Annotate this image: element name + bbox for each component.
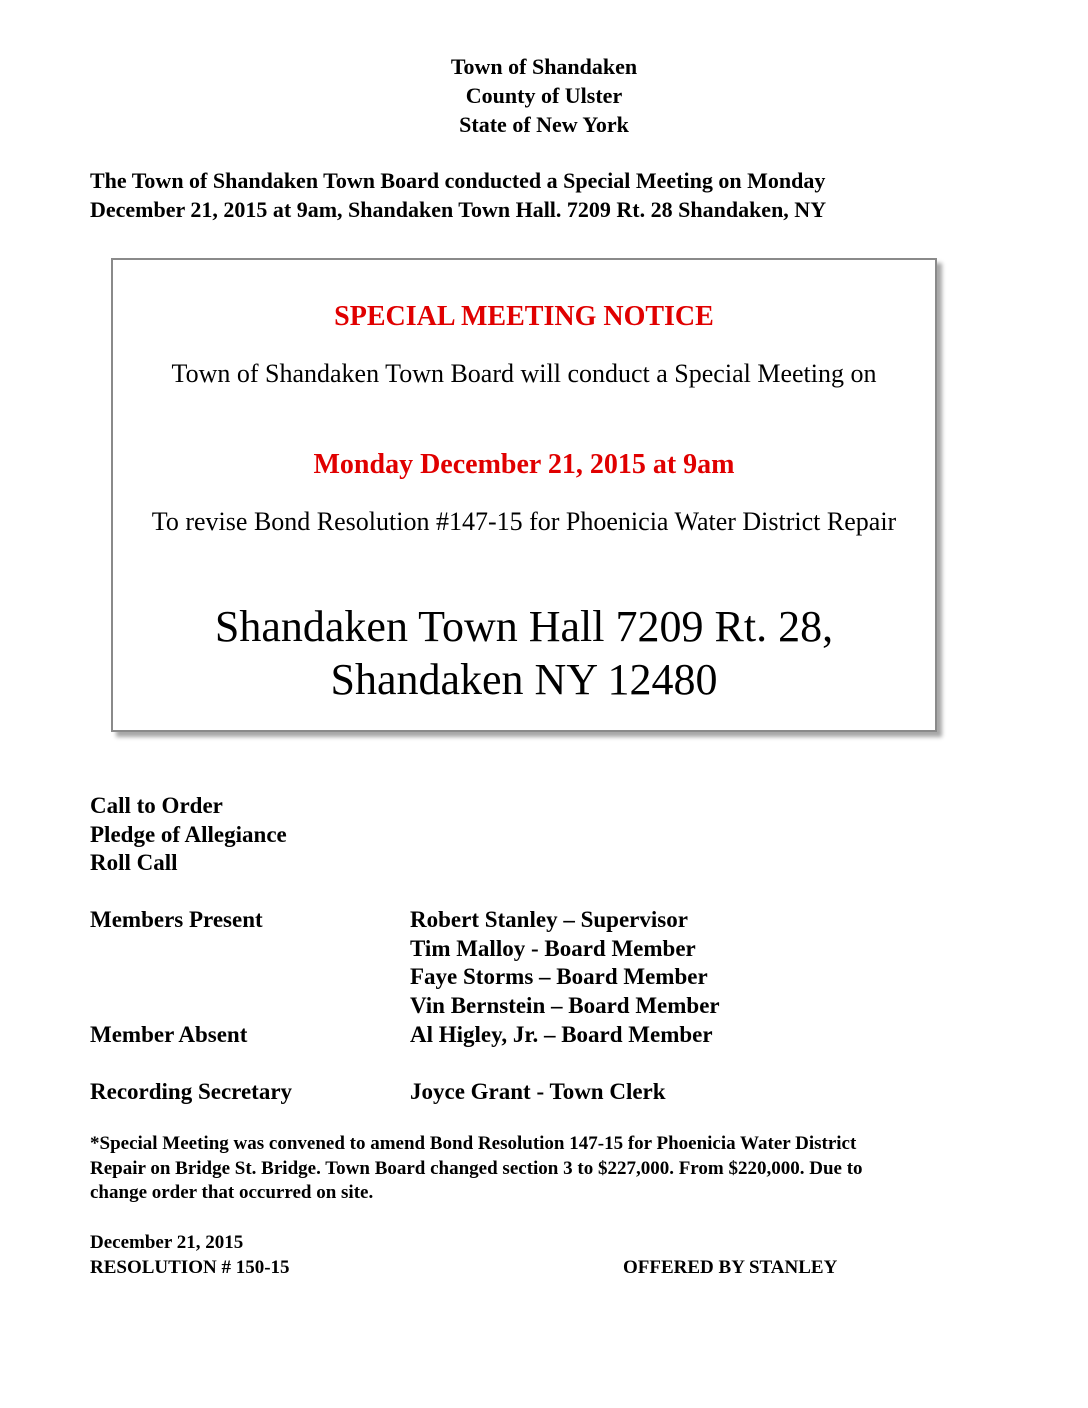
document-header	[0, 52, 1088, 139]
member-present-4: Vin Bernstein – Board Member	[410, 993, 720, 1018]
notice-address	[113, 600, 935, 706]
resolution-number: RESOLUTION # 150-15	[90, 1257, 290, 1278]
intro-line-2: December 21, 2015 at 9am, Shandaken Town Hall. 7209 Rt. 28 Shandaken, NY	[90, 197, 827, 222]
note-line-2: Repair on Bridge St. Bridge. Town Board changed section 3 to $227,000. From $220,000. Due to	[90, 1157, 863, 1179]
recording-secretary-label: Recording Secretary	[90, 1079, 293, 1104]
member-absent: Al Higley, Jr. – Board Member	[410, 1022, 713, 1047]
intro-line-1: The Town of Shandaken Town Board conducted a Special Meeting on Monday	[90, 168, 826, 193]
member-present-1: Robert Stanley – Supervisor	[410, 907, 688, 932]
notice-purpose: To revise Bond Resolution #147-15 for Phoenicia Water District Repair	[151, 507, 897, 536]
meeting-note	[90, 1132, 990, 1206]
agenda-list	[90, 792, 287, 878]
note-line-3: change order that occurred on site.	[90, 1182, 374, 1203]
recording-secretary: Joyce Grant - Town Clerk	[410, 1079, 666, 1104]
intro-paragraph	[90, 166, 1010, 224]
member-present-2: Tim Malloy - Board Member	[410, 936, 696, 961]
notice-description: Town of Shandaken Town Board will conduct a Special Meeting on	[171, 359, 877, 388]
agenda-roll-call: Roll Call	[90, 850, 178, 875]
agenda-call-to-order: Call to Order	[90, 793, 223, 818]
notice-address-line-2: Shandaken NY 12480	[330, 655, 718, 704]
notice-date: Monday December 21, 2015 at 9am	[313, 449, 735, 480]
notice-address-line-1: Shandaken Town Hall 7209 Rt. 28,	[214, 602, 834, 651]
agenda-pledge: Pledge of Allegiance	[90, 821, 287, 847]
header-town: Town of Shandaken	[450, 54, 638, 79]
notice-title: SPECIAL MEETING NOTICE	[334, 301, 714, 332]
members-present-label: Members Present	[90, 907, 263, 932]
resolution-offered-by: OFFERED BY STANLEY	[623, 1257, 838, 1278]
member-absent-label: Member Absent	[90, 1022, 248, 1047]
member-present-3: Faye Storms – Board Member	[410, 964, 708, 989]
header-state: State of New York	[459, 112, 629, 137]
resolution-date: December 21, 2015	[90, 1232, 244, 1253]
special-meeting-notice-box	[111, 258, 937, 732]
note-line-1: *Special Meeting was convened to amend Bond Resolution 147-15 for Phoenicia Water District	[90, 1133, 857, 1154]
header-county: County of Ulster	[465, 83, 623, 108]
